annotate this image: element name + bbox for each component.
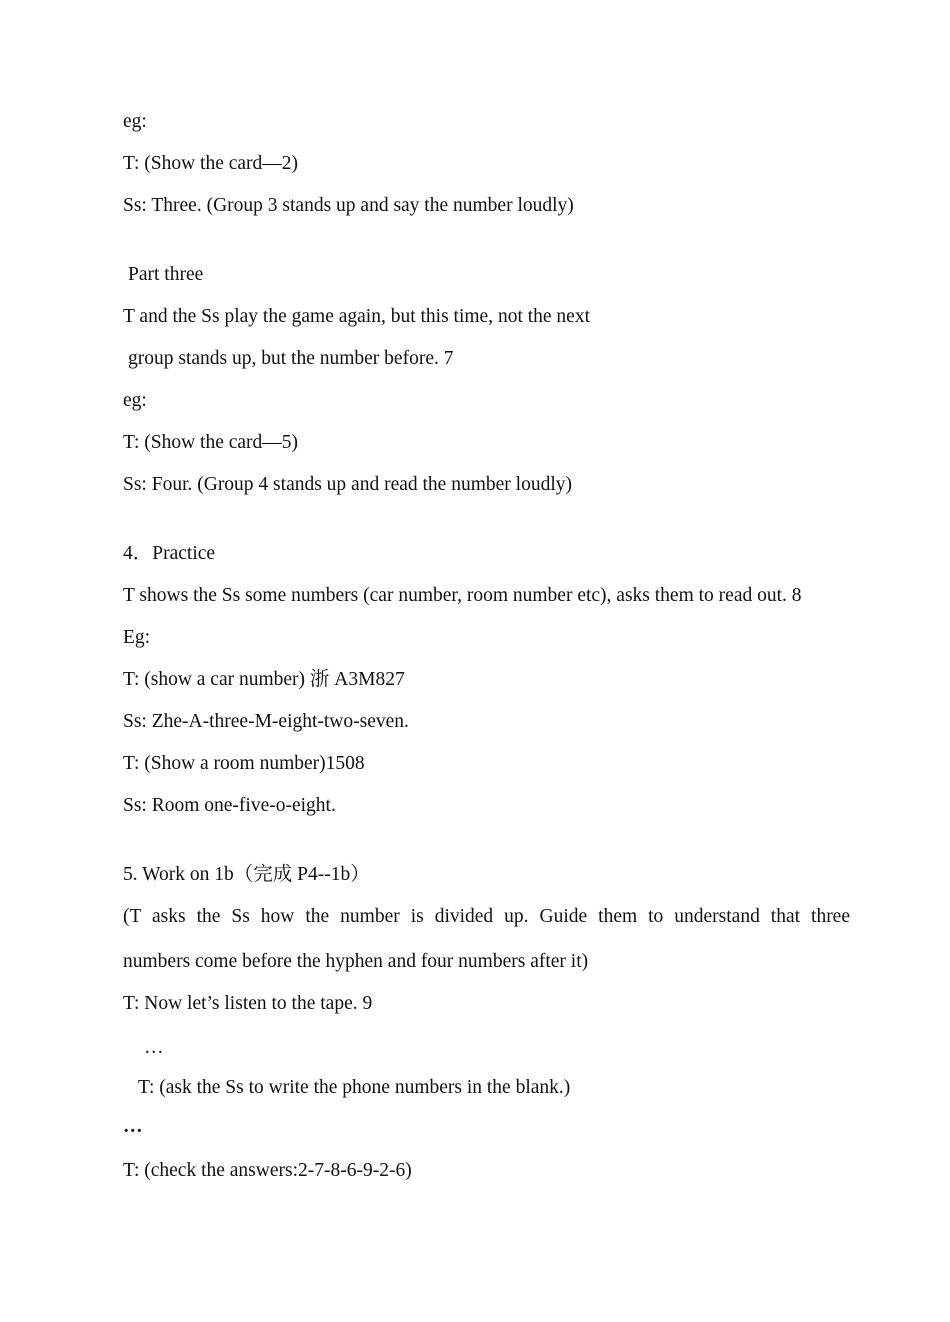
- text-line: T: (Show a room number)1508: [123, 753, 365, 774]
- text-line: T: (check the answers:2-7-8-6-9-2-6): [123, 1160, 412, 1181]
- section-heading: 4．Practice: [123, 543, 216, 564]
- text-line: eg:: [123, 390, 147, 411]
- text-line: Ss: Three. (Group 3 stands up and say the number loudly): [123, 195, 574, 216]
- text-line: eg:: [123, 111, 147, 132]
- text-line: T shows the Ss some numbers (car number, room number etc), asks them to read out. 8: [123, 585, 802, 606]
- section-heading: Part three: [128, 264, 204, 285]
- ellipsis: …: [144, 1037, 164, 1058]
- text-line: Ss: Room one-five-o-eight.: [123, 795, 336, 816]
- text-line: T: (Show the card—5): [123, 432, 299, 453]
- text-line: T: (Show the card—2): [123, 153, 299, 174]
- text-line: Eg:: [123, 627, 151, 648]
- text-line: numbers come before the hyphen and four numbers after it): [123, 951, 589, 972]
- justified-line: (T asks the Ss how the number is divided up. Guide them to understand that three: [123, 906, 850, 927]
- text-line: Ss: Four. (Group 4 stands up and read the number loudly): [123, 474, 572, 495]
- text-line: T and the Ss play the game again, but this time, not the next: [123, 306, 591, 327]
- section-heading: 5. Work on 1b（完成 P4--1b）: [123, 864, 370, 885]
- ellipsis: …: [123, 1116, 142, 1137]
- text-line: T: Now let’s listen to the tape. 9: [123, 993, 373, 1014]
- text-line: Ss: Zhe-A-three-M-eight-two-seven.: [123, 711, 409, 732]
- text-line: T: (show a car number) 浙 A3M827: [123, 669, 405, 690]
- text-line: group stands up, but the number before. 7: [128, 348, 454, 369]
- text-line: T: (ask the Ss to write the phone numbers in the blank.): [138, 1077, 571, 1098]
